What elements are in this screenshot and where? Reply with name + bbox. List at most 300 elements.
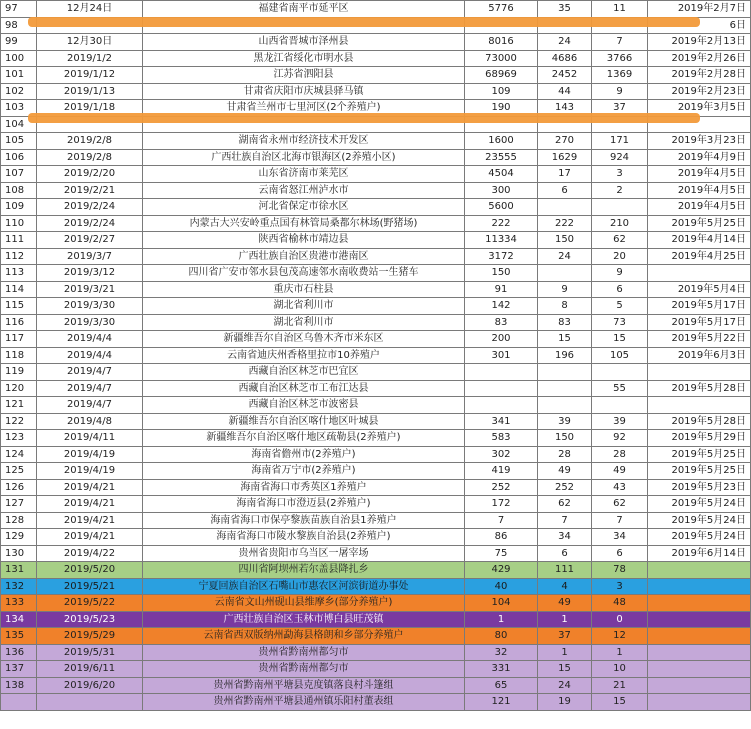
cell-a: 7 [465,512,538,529]
cell-no: 121 [1,397,37,414]
cell-no: 101 [1,67,37,84]
cell-b: 6 [538,545,592,562]
cell-b [538,199,592,216]
cell-rd: 2019年2月23日 [648,83,751,100]
cell-b [538,380,592,397]
cell-place: 新疆维吾尔自治区喀什地区疏勒县(2养殖户) [143,430,465,447]
cell-date: 2019/6/20 [37,677,143,694]
cell-c: 48 [592,595,648,612]
cell-place: 四川省阿坝州若尔盖县降扎乡 [143,562,465,579]
cell-a: 190 [465,100,538,117]
cell-place: 甘肃省兰州市七里河区(2个养殖户) [143,100,465,117]
cell-place: 云南省文山州砚山县维摩乡(部分养殖户) [143,595,465,612]
cell-c: 6 [592,281,648,298]
table-row [1,595,751,612]
highlight-band-lower [28,113,700,123]
cell-c: 39 [592,413,648,430]
cell-rd [648,694,751,711]
cell-rd: 2019年2月13日 [648,34,751,51]
cell-c [592,364,648,381]
cell-place: 西藏自治区林芝市波密县 [143,397,465,414]
cell-place: 内蒙古大兴安岭重点国有林管局桑都尔林场(野猪场) [143,215,465,232]
table-row [1,232,751,249]
cell-place: 新疆维吾尔自治区乌鲁木齐市米东区 [143,331,465,348]
table-row [1,83,751,100]
cell-c: 43 [592,479,648,496]
cell-c: 0 [592,611,648,628]
cell-c: 105 [592,347,648,364]
cell-place: 河北省保定市徐水区 [143,199,465,216]
table-row [1,364,751,381]
cell-no: 112 [1,248,37,265]
highlight-band-top [28,17,700,27]
cell-no: 114 [1,281,37,298]
table-row [1,133,751,150]
cell-a: 429 [465,562,538,579]
table-row [1,380,751,397]
cell-c: 34 [592,529,648,546]
cell-date: 2019/5/21 [37,578,143,595]
cell-c: 171 [592,133,648,150]
cell-a: 23555 [465,149,538,166]
cell-rd: 2019年4月9日 [648,149,751,166]
cell-rd: 2019年5月28日 [648,380,751,397]
cell-rd: 2019年3月23日 [648,133,751,150]
cell-a [465,364,538,381]
cell-c: 37 [592,100,648,117]
cell-b: 9 [538,281,592,298]
cell-date: 2019/6/11 [37,661,143,678]
cell-no: 98 [1,17,37,34]
cell-rd [648,265,751,282]
cell-c: 62 [592,232,648,249]
cell-rd: 2019年5月28日 [648,413,751,430]
cell-b: 8 [538,298,592,315]
cell-place: 湖北省利川市 [143,314,465,331]
cell-place: 贵州省黔南州平塘县克度镇落良村斗篷组 [143,677,465,694]
cell-a: 121 [465,694,538,711]
cell-no: 104 [1,116,37,133]
cell-b: 24 [538,248,592,265]
cell-b: 222 [538,215,592,232]
table-row [1,331,751,348]
cell-date: 2019/4/19 [37,463,143,480]
cell-date: 2019/4/19 [37,446,143,463]
cell-b: 37 [538,628,592,645]
cell-date: 2019/2/8 [37,133,143,150]
cell-rd: 6日 [648,17,751,34]
table-row [1,34,751,51]
cell-c [592,397,648,414]
cell-a: 73000 [465,50,538,67]
cell-a: 583 [465,430,538,447]
cell-b: 35 [538,1,592,18]
cell-no: 131 [1,562,37,579]
cell-date: 2019/4/4 [37,331,143,348]
cell-no: 129 [1,529,37,546]
cell-place: 贵州省黔南州平塘县通州镇乐阳村董表组 [143,694,465,711]
cell-c: 924 [592,149,648,166]
cell-no: 122 [1,413,37,430]
cell-a: 222 [465,215,538,232]
cell-place: 江苏省泗阳县 [143,67,465,84]
cell-place: 海南省海口市秀英区1养殖户 [143,479,465,496]
cell-b: 270 [538,133,592,150]
cell-place: 贵州省黔南州都匀市 [143,644,465,661]
cell-date: 2019/3/7 [37,248,143,265]
cell-rd [648,595,751,612]
cell-date: 2019/2/27 [37,232,143,249]
cell-c: 62 [592,496,648,513]
cell-a: 8016 [465,34,538,51]
cell-a: 300 [465,182,538,199]
cell-place: 广西壮族自治区北海市银海区(2养殖小区) [143,149,465,166]
cell-rd: 2019年4月5日 [648,199,751,216]
cell-a: 68969 [465,67,538,84]
table-row [1,496,751,513]
cell-no: 110 [1,215,37,232]
cell-no: 108 [1,182,37,199]
cell-b: 15 [538,661,592,678]
cell-b: 62 [538,496,592,513]
cell-rd: 2019年2月7日 [648,1,751,18]
cell-c: 20 [592,248,648,265]
cell-b: 1 [538,611,592,628]
cell-date: 2019/2/24 [37,199,143,216]
cell-date: 2019/1/13 [37,83,143,100]
cell-b: 24 [538,677,592,694]
cell-date: 2019/2/21 [37,182,143,199]
table-row [1,677,751,694]
cell-b: 6 [538,182,592,199]
table-row [1,265,751,282]
cell-date: 2019/4/4 [37,347,143,364]
table-row [1,166,751,183]
cell-b: 4 [538,578,592,595]
cell-rd: 2019年6月3日 [648,347,751,364]
table-row [1,1,751,18]
cell-date: 2019/4/7 [37,380,143,397]
cell-rd: 2019年5月23日 [648,479,751,496]
cell-place: 云南省怒江州泸水市 [143,182,465,199]
cell-rd [648,677,751,694]
cell-place: 海南省海口市保亭黎族苗族自治县1养殖户 [143,512,465,529]
cell-a: 302 [465,446,538,463]
cell-b: 28 [538,446,592,463]
cell-date [37,694,143,711]
cell-c: 7 [592,512,648,529]
cell-place: 新疆维吾尔自治区喀什地区叶城县 [143,413,465,430]
cell-no: 103 [1,100,37,117]
table-row [1,67,751,84]
table-row [1,512,751,529]
table-row [1,199,751,216]
cell-date: 2019/3/30 [37,298,143,315]
cell-a: 80 [465,628,538,645]
cell-date: 2019/1/12 [37,67,143,84]
cell-place: 黑龙江省绥化市明水县 [143,50,465,67]
cell-b: 15 [538,331,592,348]
cell-place: 海南省海口市澄迈县(2养殖户) [143,496,465,513]
table-row [1,347,751,364]
cell-date: 2019/3/30 [37,314,143,331]
cell-date: 2019/4/22 [37,545,143,562]
cell-c: 3766 [592,50,648,67]
cell-date: 2019/1/18 [37,100,143,117]
cell-date: 2019/4/21 [37,529,143,546]
cell-rd: 2019年5月29日 [648,430,751,447]
cell-a: 4504 [465,166,538,183]
cell-rd: 2019年4月14日 [648,232,751,249]
table-row [1,644,751,661]
cell-place: 山西省晋城市泽州县 [143,34,465,51]
cell-a: 11334 [465,232,538,249]
cell-rd: 2019年4月5日 [648,182,751,199]
cell-a: 65 [465,677,538,694]
cell-no: 116 [1,314,37,331]
cell-place: 广西壮族自治区玉林市博白县旺茂镇 [143,611,465,628]
cell-c: 49 [592,463,648,480]
cell-no: 127 [1,496,37,513]
cell-rd: 2019年3月5日 [648,100,751,117]
cell-date: 2019/3/21 [37,281,143,298]
table-row [1,149,751,166]
cell-no: 113 [1,265,37,282]
table-row [1,628,751,645]
cell-date: 2019/4/7 [37,364,143,381]
cell-place: 西藏自治区林芝市工布江达县 [143,380,465,397]
cell-date: 2019/5/22 [37,595,143,612]
cell-a: 83 [465,314,538,331]
cell-place: 海南省儋州市(2养殖户) [143,446,465,463]
cell-rd: 2019年5月25日 [648,215,751,232]
cell-c: 11 [592,1,648,18]
cell-a: 331 [465,661,538,678]
table-row [1,430,751,447]
cell-no: 119 [1,364,37,381]
cell-no: 125 [1,463,37,480]
cell-a: 142 [465,298,538,315]
cell-place: 湖北省利川市 [143,298,465,315]
cell-c: 9 [592,83,648,100]
cell-rd: 2019年5月24日 [648,529,751,546]
cell-a: 172 [465,496,538,513]
cell-place: 四川省广安市邻水县包茂高速邻水南收费站一生猪车 [143,265,465,282]
cell-date: 2019/2/24 [37,215,143,232]
cell-b: 24 [538,34,592,51]
cell-b: 150 [538,232,592,249]
table-row [1,446,751,463]
cell-place: 云南省迪庆州香格里拉市10养殖户 [143,347,465,364]
cell-rd [648,661,751,678]
cell-no: 135 [1,628,37,645]
cell-c: 9 [592,265,648,282]
cell-c: 21 [592,677,648,694]
cell-a: 32 [465,644,538,661]
cell-no: 137 [1,661,37,678]
cell-rd [648,628,751,645]
cell-c: 92 [592,430,648,447]
cell-b: 150 [538,430,592,447]
cell-c: 210 [592,215,648,232]
table-row [1,578,751,595]
cell-c: 15 [592,331,648,348]
cell-no: 97 [1,1,37,18]
cell-b: 17 [538,166,592,183]
cell-rd: 2019年2月28日 [648,67,751,84]
cell-no: 136 [1,644,37,661]
cell-place: 福建省南平市延平区 [143,1,465,18]
cell-place: 西藏自治区林芝市巴宜区 [143,364,465,381]
cell-c: 5 [592,298,648,315]
cell-b: 4686 [538,50,592,67]
cell-b: 2452 [538,67,592,84]
cell-no: 118 [1,347,37,364]
cell-rd [648,644,751,661]
cell-date: 2019/4/21 [37,496,143,513]
cell-c: 73 [592,314,648,331]
cell-date: 12月24日 [37,1,143,18]
cell-c: 6 [592,545,648,562]
cell-date: 2019/1/2 [37,50,143,67]
cell-rd: 2019年5月17日 [648,298,751,315]
cell-b: 44 [538,83,592,100]
cell-c [592,199,648,216]
cell-no: 134 [1,611,37,628]
cell-b: 49 [538,595,592,612]
cell-a: 86 [465,529,538,546]
cell-rd: 2019年5月4日 [648,281,751,298]
cell-date: 2019/5/23 [37,611,143,628]
cell-a: 91 [465,281,538,298]
cell-rd: 2019年5月17日 [648,314,751,331]
table-row [1,397,751,414]
table-row [1,281,751,298]
table-row [1,50,751,67]
cell-a [465,397,538,414]
cell-a: 1600 [465,133,538,150]
cell-c: 55 [592,380,648,397]
cell-a: 3172 [465,248,538,265]
cell-b [538,265,592,282]
cell-b [538,364,592,381]
cell-rd: 2019年5月25日 [648,463,751,480]
cell-rd: 2019年4月25日 [648,248,751,265]
cell-c: 2 [592,182,648,199]
cell-place: 贵州省黔南州都匀市 [143,661,465,678]
cell-no: 106 [1,149,37,166]
table-row [1,545,751,562]
cell-no: 126 [1,479,37,496]
cell-a [465,380,538,397]
cell-c: 28 [592,446,648,463]
cell-c: 1 [592,644,648,661]
table-row [1,463,751,480]
cell-b: 19 [538,694,592,711]
cell-rd: 2019年5月24日 [648,496,751,513]
table-row [1,248,751,265]
cell-place: 湖南省永州市经济技术开发区 [143,133,465,150]
cell-no: 130 [1,545,37,562]
cell-c: 1369 [592,67,648,84]
cell-no: 109 [1,199,37,216]
cell-a: 1 [465,611,538,628]
cell-place: 广西壮族自治区贵港市港南区 [143,248,465,265]
cell-date: 2019/4/7 [37,397,143,414]
cell-date: 2019/4/21 [37,512,143,529]
cell-a: 341 [465,413,538,430]
cell-date: 2019/2/20 [37,166,143,183]
cell-no: 132 [1,578,37,595]
cell-b: 196 [538,347,592,364]
cell-rd: 2019年5月25日 [648,446,751,463]
cell-no: 115 [1,298,37,315]
cell-a: 5600 [465,199,538,216]
cell-date: 2019/4/11 [37,430,143,447]
cell-a: 252 [465,479,538,496]
cell-place: 贵州省贵阳市乌当区一屠宰场 [143,545,465,562]
cell-c: 3 [592,578,648,595]
cell-place: 山东省济南市莱芜区 [143,166,465,183]
cell-rd: 2019年5月22日 [648,331,751,348]
cell-no: 120 [1,380,37,397]
cell-a: 75 [465,545,538,562]
cell-rd [648,562,751,579]
cell-date: 2019/5/31 [37,644,143,661]
cell-no: 100 [1,50,37,67]
cell-b [538,397,592,414]
cell-rd [648,611,751,628]
cell-c: 15 [592,694,648,711]
cell-rd [648,578,751,595]
cell-no: 123 [1,430,37,447]
table-row [1,215,751,232]
cell-a: 150 [465,265,538,282]
table-row [1,298,751,315]
cell-a: 5776 [465,1,538,18]
cell-no: 102 [1,83,37,100]
table-row [1,562,751,579]
table-row [1,661,751,678]
cell-a: 301 [465,347,538,364]
cell-no: 117 [1,331,37,348]
cell-place: 海南省万宁市(2养殖户) [143,463,465,480]
table-row [1,529,751,546]
cell-date: 12月30日 [37,34,143,51]
cell-b: 252 [538,479,592,496]
cell-c: 12 [592,628,648,645]
table-row [1,413,751,430]
cell-b: 83 [538,314,592,331]
cell-no: 105 [1,133,37,150]
cell-no: 124 [1,446,37,463]
table-row [1,182,751,199]
cell-b: 7 [538,512,592,529]
cell-no: 133 [1,595,37,612]
cell-no: 99 [1,34,37,51]
cell-rd [648,397,751,414]
cell-a: 104 [465,595,538,612]
cell-place: 云南省西双版纳州勐海县格朗和乡部分养殖户 [143,628,465,645]
cell-no: 128 [1,512,37,529]
cell-rd [648,364,751,381]
cell-b: 1629 [538,149,592,166]
cell-rd: 2019年2月26日 [648,50,751,67]
table-body [1,1,751,711]
cell-no: 107 [1,166,37,183]
cell-b: 49 [538,463,592,480]
cell-rd: 2019年6月14日 [648,545,751,562]
